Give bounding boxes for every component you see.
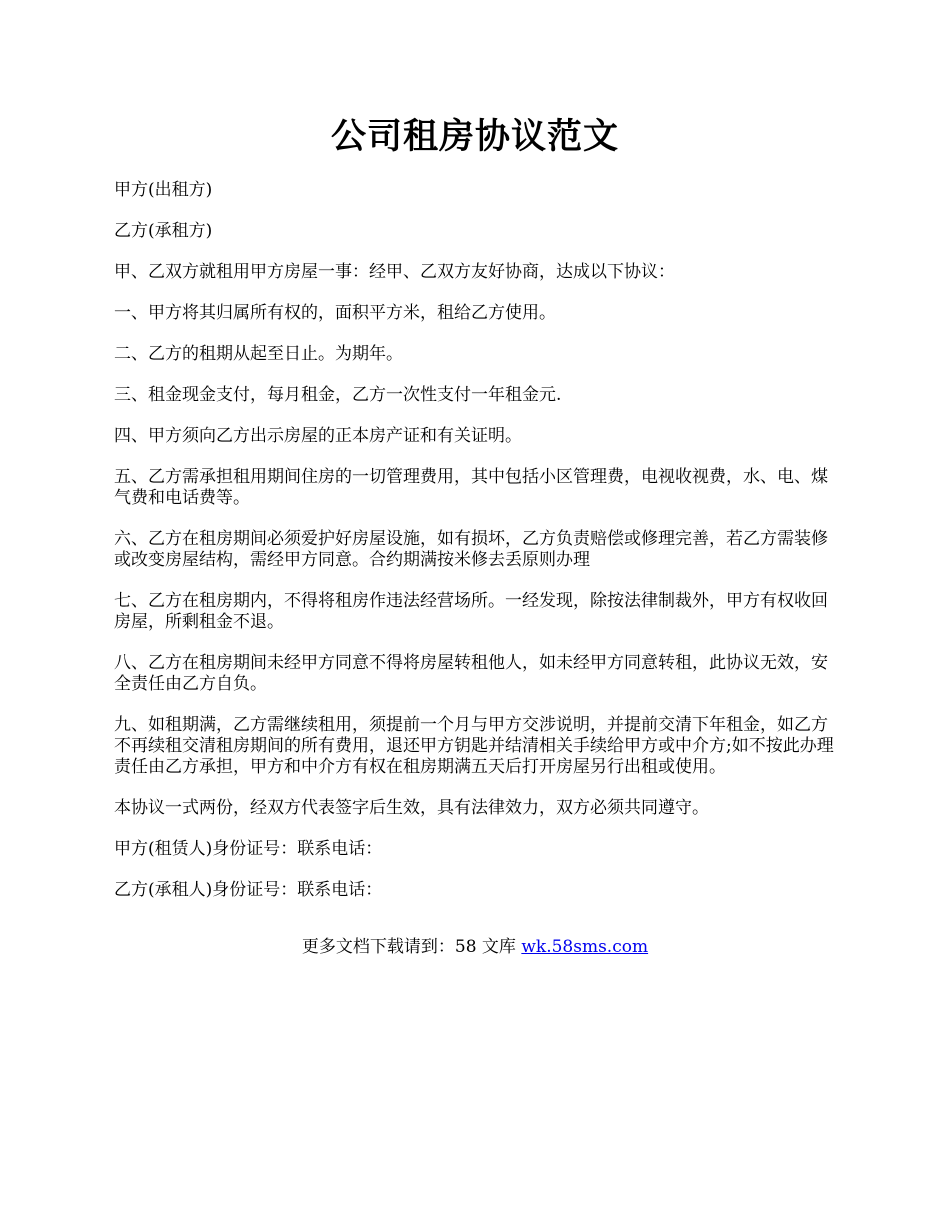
clause-4: 四、甲方须向乙方出示房屋的正本房产证和有关证明。 [114,426,522,446]
clause-6: 六、乙方在租房期间必须爱护好房屋设施，如有损坏，乙方负责赔偿或修理完善，若乙方需装修或改变房屋结构，需经甲方同意。合约期满按米修去丢原则办理 [114,529,828,570]
clause-3: 三、租金现金支付，每月租金，乙方一次性支付一年租金元. [114,385,562,405]
clause-7: 七、乙方在租房期内，不得将租房作违法经营场所。一经发现，除按法律制裁外，甲方有权收回房屋，所剩租金不退。 [114,591,828,632]
party-b-signature-line: 乙方(承租人)身份证号：联系电话： [114,880,383,900]
clause-9: 九、如租期满，乙方需继续租用，须提前一个月与甲方交涉说明，并提前交清下年租金，如乙方不再续租交清租房期间的所有费用，退还甲方钥匙并结清相关手续给甲方或中介方;如不按此办理责任由乙方承担，甲方和中介方有权在租房期满五天后打开房屋另行出租或使用。 [114,715,834,777]
document-body [114,180,844,921]
clause-1: 一、甲方将其归属所有权的，面积平方米，租给乙方使用。 [114,303,556,323]
party-a-line: 甲方(出租方) [114,180,213,200]
footer-link[interactable]: wk.58sms.com [521,937,649,957]
clause-5: 五、乙方需承担租用期间住房的一切管理费用，其中包括小区管理费，电视收视费，水、电、煤气费和电话费等。 [114,467,828,508]
footer-text: 更多文档下载请到：58 文库 [301,937,522,957]
party-b-line: 乙方(承租方) [114,221,213,241]
document-title: 公司租房协议范文 [330,116,619,157]
download-footer [0,937,950,958]
closing-statement: 本协议一式两份，经双方代表签字后生效，具有法律效力，双方必须共同遵守。 [114,798,709,818]
clause-2: 二、乙方的租期从起至日止。为期年。 [114,344,403,364]
agreement-intro: 甲、乙双方就租用甲方房屋一事：经甲、乙双方友好协商，达成以下协议： [114,262,675,282]
clause-8: 八、乙方在租房期间未经甲方同意不得将房屋转租他人，如未经甲方同意转租，此协议无效，安全责任由乙方自负。 [114,653,828,694]
party-a-signature-line: 甲方(租赁人)身份证号：联系电话： [114,839,383,859]
